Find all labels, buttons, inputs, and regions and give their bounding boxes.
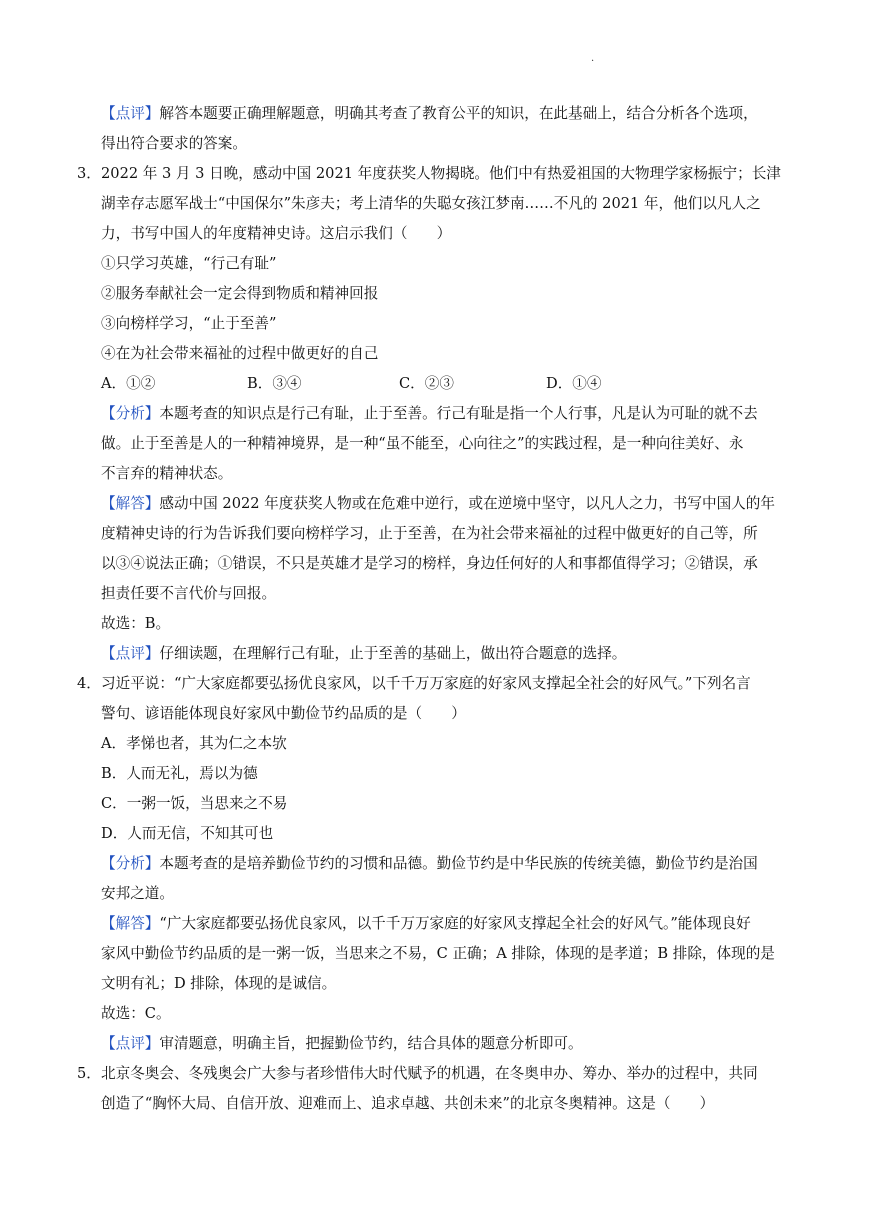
q3-answer-line-3: 以③④说法正确；①错误，不只是英雄才是学习的榜样，身边任何好的人和事都值得学习；②错误，承 (101, 555, 758, 572)
q2-review-line-2: 得出符合要求的答案。 (101, 135, 247, 152)
header-dot: . (591, 53, 595, 64)
q4-choice: 故选：C。 (101, 1005, 171, 1022)
q3-item-4: ④在为社会带来福祉的过程中做更好的自己 (101, 345, 379, 362)
q4-answer-line-2: 家风中勤俭节约品质的是一粥一饭，当思来之不易，C 正确；A 排除，体现的是孝道；B 排除，体现的是 (101, 945, 775, 962)
q4-answer-line-1: 【解答】“广大家庭都要弘扬优良家风，以千千万万家庭的好家风支撑起全社会的好风气。”能体现良好 (101, 915, 751, 932)
q3-analysis-line-2: 做。止于至善是人的一种精神境界，是一种“虽不能至，心向往之”的实践过程，是一种向往美好、永 (101, 435, 744, 452)
q2-review-line-1: 【点评】解答本题要正确理解题意，明确其考查了教育公平的知识，在此基础上，结合分析各个选项， (101, 105, 758, 122)
q3-review: 【点评】仔细读题，在理解行己有耻，止于至善的基础上，做出符合题意的选择。 (101, 645, 627, 662)
q3-stem-line-1: 2022 年 3 月 3 日晚，感动中国 2021 年度获奖人物揭晓。他们中有热爱祖国的大物理学家杨振宁；长津 (101, 165, 781, 182)
q4-option-c: C．一粥一饭，当思来之不易 (101, 795, 288, 812)
q4-review: 【点评】审清题意，明确主旨，把握勤俭节约，结合具体的题意分析即可。 (101, 1035, 583, 1052)
q3-option-a: A．①② (101, 375, 156, 392)
q3-option-b: B．③④ (247, 375, 302, 392)
q3-analysis-line-3: 不言弃的精神状态。 (101, 465, 233, 482)
q4-answer-line-3: 文明有礼；D 排除，体现的是诚信。 (101, 975, 337, 992)
q3-stem-line-3: 力，书写中国人的年度精神史诗。这启示我们（ ） (101, 225, 452, 242)
q3-answer-line-2: 度精神史诗的行为告诉我们要向榜样学习，止于至善，在为社会带来福祉的过程中做更好的自己等，所 (101, 525, 758, 542)
q3-option-c: C．②③ (399, 375, 454, 392)
q3-item-3: ③向榜样学习，“止于至善” (101, 315, 277, 332)
q4-analysis-line-1: 【分析】本题考查的是培养勤俭节约的习惯和品德。勤俭节约是中华民族的传统美德，勤俭节约是治国 (101, 855, 758, 872)
q4-option-b: B．人而无礼，焉以为德 (101, 765, 258, 782)
q3-item-2: ②服务奉献社会一定会得到物质和精神回报 (101, 285, 379, 302)
analysis-tag: 【分析】 (101, 855, 160, 872)
q3-choice: 故选：B。 (101, 615, 171, 632)
q4-number: 4． (77, 675, 101, 692)
q3-option-d: D．①④ (546, 375, 602, 392)
q5-stem-line-2: 创造了“胸怀大局、自信开放、迎难而上、追求卓越、共创未来”的北京冬奥精神。这是（ ） (101, 1095, 715, 1112)
q5-number: 5． (77, 1065, 101, 1082)
review-tag: 【点评】 (101, 645, 160, 662)
q4-option-a: A．孝悌也者，其为仁之本欤 (101, 735, 287, 752)
q3-analysis-line-1: 【分析】本题考查的知识点是行己有耻，止于至善。行己有耻是指一个人行事，凡是认为可耻的就不去 (101, 405, 758, 422)
review-tag: 【点评】 (101, 105, 160, 122)
q3-number: 3． (77, 165, 101, 182)
q3-answer-line-1: 【解答】感动中国 2022 年度获奖人物或在危难中逆行，或在逆境中坚守，以凡人之力，书写中国人的年 (101, 495, 775, 512)
answer-tag: 【解答】 (101, 915, 160, 932)
review-tag: 【点评】 (101, 1035, 160, 1052)
q3-item-1: ①只学习英雄，“行己有耻” (101, 255, 277, 272)
q5-stem-line-1: 北京冬奥会、冬残奥会广大参与者珍惜伟大时代赋予的机遇，在冬奥申办、筹办、举办的过程中，共同 (101, 1065, 758, 1082)
q3-stem-line-2: 湖幸存志愿军战士“中国保尔”朱彦夫；考上清华的失聪女孩江梦南……不凡的 2021 年，他们以凡人之 (101, 195, 761, 212)
q4-option-d: D．人而无信，不知其可也 (101, 825, 274, 842)
q4-analysis-line-2: 安邦之道。 (101, 885, 174, 902)
q3-answer-line-4: 担责任要不言代价与回报。 (101, 585, 277, 602)
q4-stem-line-2: 警句、谚语能体现良好家风中勤俭节约品质的是（ ） (101, 705, 466, 722)
q4-stem-line-1: 习近平说：“广大家庭都要弘扬优良家风，以千千万万家庭的好家风支撑起全社会的好风气。”下列名言 (101, 675, 751, 692)
answer-tag: 【解答】 (101, 495, 160, 512)
analysis-tag: 【分析】 (101, 405, 160, 422)
